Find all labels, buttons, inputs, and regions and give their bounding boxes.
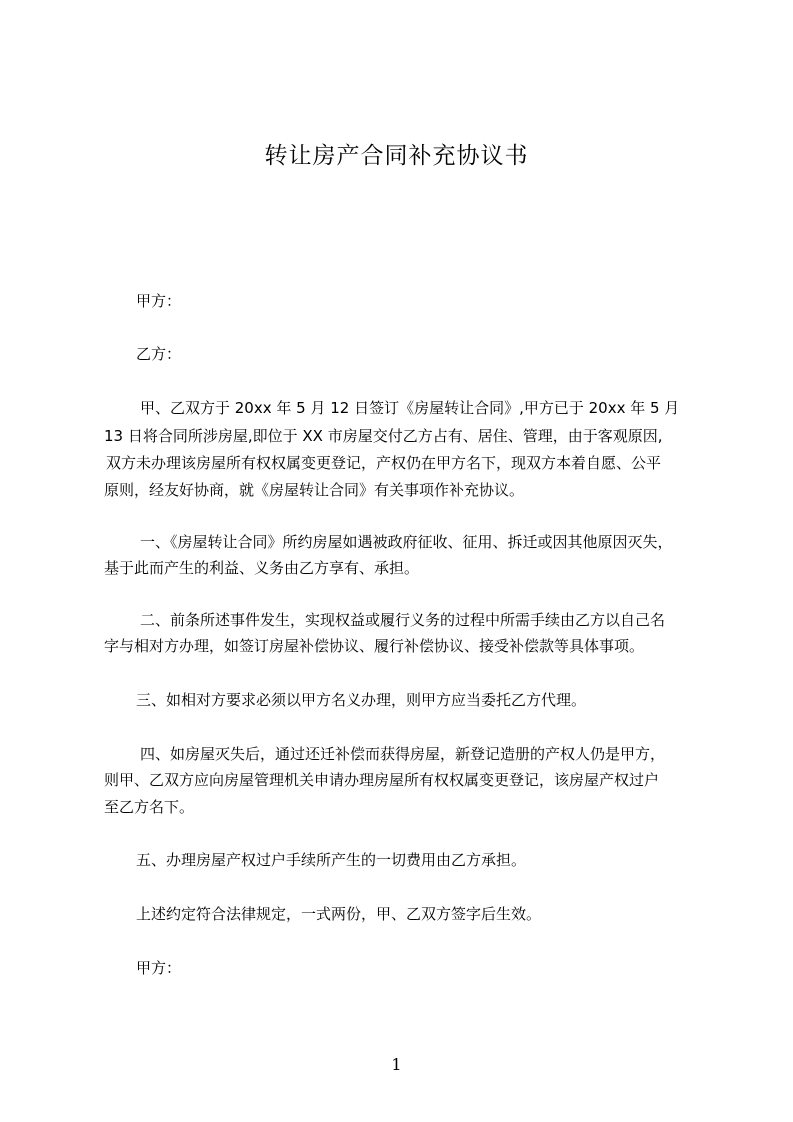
clause-line: 基于此而产生的利益、义务由乙方享有、承担。	[104, 559, 420, 577]
clause-line: 四、如房屋灭失后，通过还迁补偿而获得房屋，新登记造册的产权人仍是甲方，	[140, 745, 666, 763]
clause-line: 二、前条所述事件发生，实现权益或履行义务的过程中所需手续由乙方以自己名	[140, 611, 666, 629]
clause-line: 三、如相对方要求必须以甲方名义办理，则甲方应当委托乙方代理。	[136, 691, 587, 709]
document-title: 转让房产合同补充协议书	[264, 143, 529, 169]
intro-line: 双方未办理该房屋所有权权属变更登记，产权仍在甲方名下，现双方本着自愿、公平	[106, 454, 662, 472]
effectiveness-statement: 上述约定符合法律规定，一式两份，甲、乙双方签字后生效。	[136, 905, 542, 923]
intro-line: 甲、乙双方于 20xx 年 5 月 12 日签订《房屋转让合同》,甲方已于 20xx 年 5 月	[140, 399, 680, 417]
intro-line: 13 日将合同所涉房屋,即位于 XX 市房屋交付乙方占有、居住、管理，由于客观原因,	[104, 427, 663, 445]
intro-line: 原则，经友好协商，就《房屋转让合同》有关事项作补充协议。	[104, 481, 525, 499]
clause-line: 一、《房屋转让合同》所约房屋如遇被政府征收、征用、拆迁或因其他原因灭失，	[140, 533, 673, 551]
party-b-label: 乙方：	[136, 345, 182, 363]
clause-line: 字与相对方办理，如签订房屋补偿协议、履行补偿协议、接受补偿款等具体事项。	[104, 637, 645, 655]
clause-line: 则甲、乙双方应向房屋管理机关申请办理房屋所有权权属变更登记，该房屋产权过户	[104, 771, 660, 789]
party-a-label: 甲方：	[136, 292, 182, 310]
clause-line: 至乙方名下。	[104, 798, 195, 816]
signature-party-a-label: 甲方：	[136, 959, 182, 977]
page-number: 1	[391, 1055, 402, 1074]
clause-line: 五、办理房屋产权过户手续所产生的一切费用由乙方承担。	[136, 851, 527, 869]
